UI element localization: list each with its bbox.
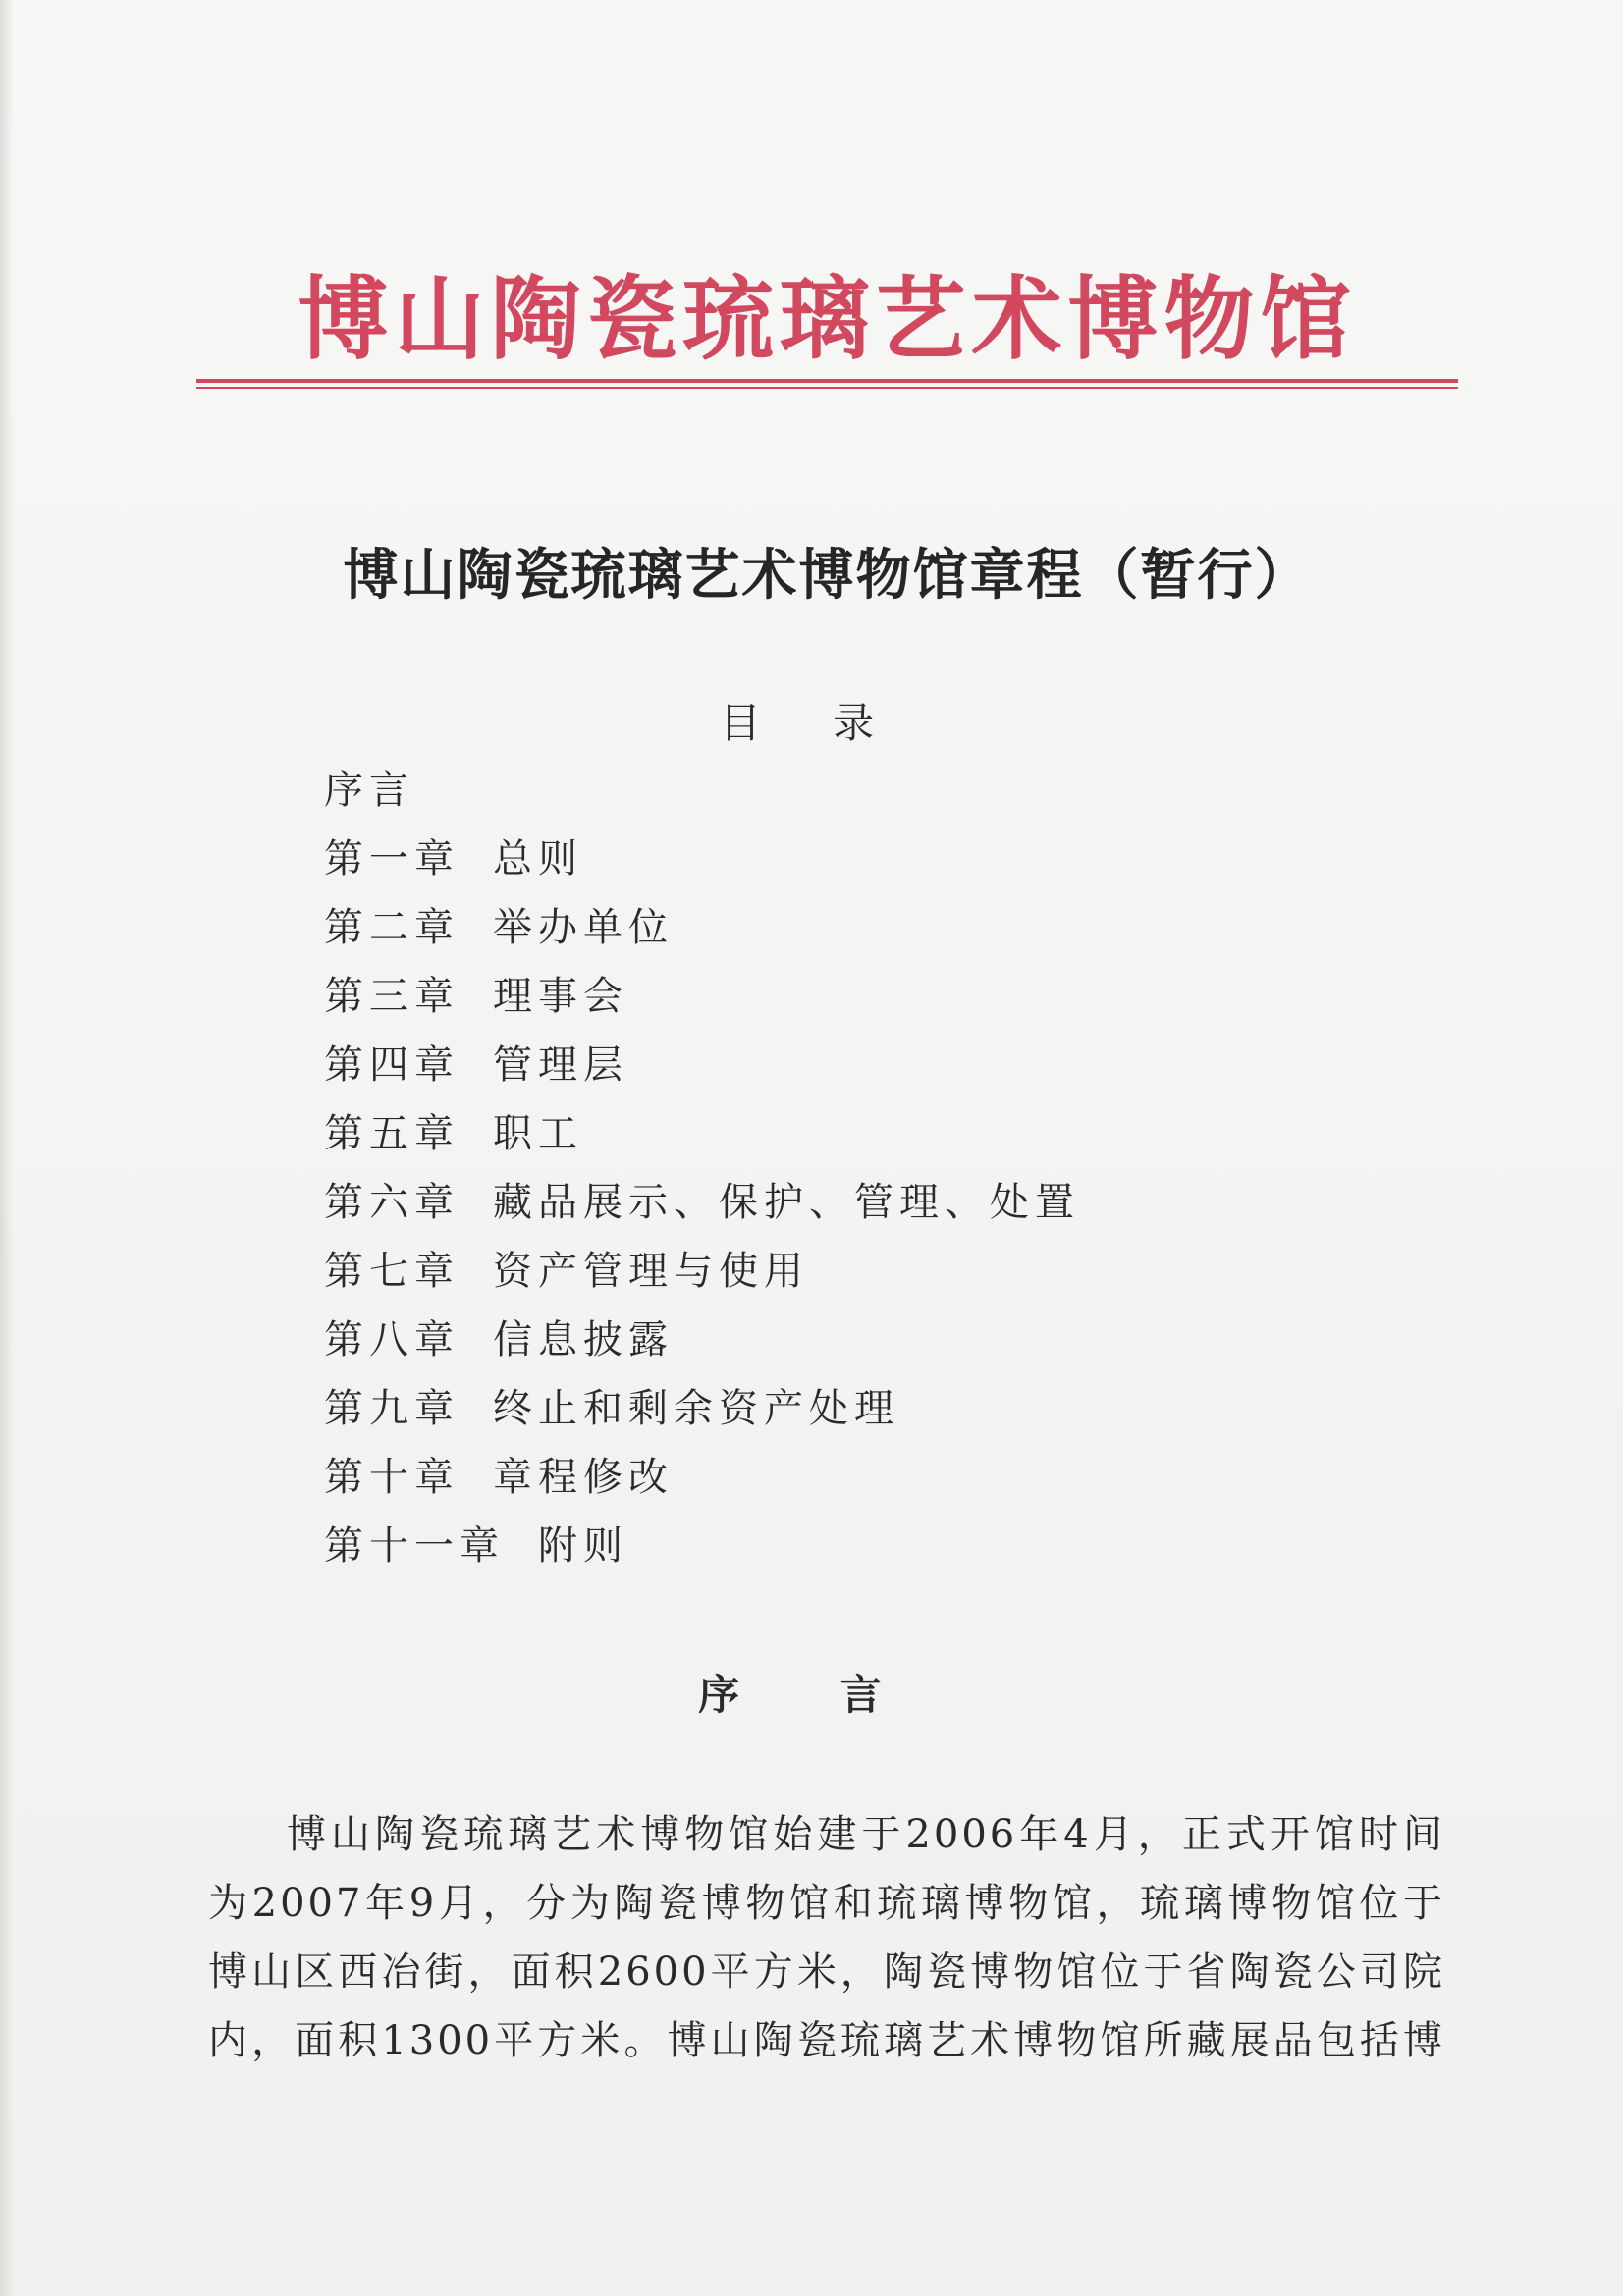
toc-chapter: 第六章 xyxy=(324,1180,460,1225)
toc-chapter: 第五章 xyxy=(324,1111,460,1156)
toc-chapter: 第十一章 xyxy=(324,1523,505,1569)
toc-item xyxy=(324,962,1080,1031)
preface-line: 为2007年9月，分为陶瓷博物馆和琉璃博物馆，琉璃博物馆位于 xyxy=(208,1881,1445,1926)
toc-item xyxy=(324,1512,1080,1580)
toc-chapter-name: 举办单位 xyxy=(493,905,674,950)
toc-item xyxy=(324,825,1080,893)
toc-chapter-name: 理事会 xyxy=(493,974,628,1019)
toc-item xyxy=(324,1099,1080,1168)
toc-chapter: 第二章 xyxy=(324,905,460,950)
toc-item xyxy=(324,1031,1080,1099)
toc-item xyxy=(324,1374,1080,1443)
toc-chapter: 第十章 xyxy=(324,1455,460,1500)
toc-heading: 目 录 xyxy=(719,699,904,747)
toc-chapter-name: 终止和剩余资产处理 xyxy=(493,1386,899,1431)
toc-item xyxy=(324,1237,1080,1306)
toc-chapter-name: 资产管理与使用 xyxy=(493,1249,809,1294)
toc-chapter: 第九章 xyxy=(324,1386,460,1431)
table-of-contents xyxy=(324,756,1080,1580)
toc-chapter-name: 章程修改 xyxy=(493,1455,674,1500)
letterhead-org-name: 博山陶瓷琉璃艺术博物馆 xyxy=(298,267,1357,372)
toc-chapter-name: 管理层 xyxy=(493,1042,628,1088)
toc-chapter-name: 信息披露 xyxy=(493,1317,674,1362)
toc-chapter: 第七章 xyxy=(324,1249,460,1294)
toc-item xyxy=(324,893,1080,962)
toc-chapter: 第八章 xyxy=(324,1317,460,1362)
toc-chapter-name: 职工 xyxy=(493,1111,583,1156)
toc-item xyxy=(324,1168,1080,1237)
toc-item xyxy=(324,1306,1080,1374)
toc-chapter: 第一章 xyxy=(324,836,460,881)
preface-heading: 序 言 xyxy=(698,1671,925,1719)
toc-item xyxy=(324,756,1080,825)
toc-chapter: 序言 xyxy=(324,768,414,813)
letterhead-rule xyxy=(196,379,1458,383)
toc-chapter-name: 总则 xyxy=(493,836,583,881)
toc-chapter-name: 附则 xyxy=(538,1523,628,1569)
toc-chapter: 第三章 xyxy=(324,974,460,1019)
letterhead-rule-thin xyxy=(196,387,1458,389)
preface-line: 博山区西冶街，面积2600平方米，陶瓷博物馆位于省陶瓷公司院 xyxy=(208,1949,1445,1995)
preface-line: 内，面积1300平方米。博山陶瓷琉璃艺术博物馆所藏展品包括博 xyxy=(208,2018,1445,2063)
document-title: 博山陶瓷琉璃艺术博物馆章程（暂行） xyxy=(343,543,1312,608)
toc-chapter: 第四章 xyxy=(324,1042,460,1088)
preface-line: 博山陶瓷琉璃艺术博物馆始建于2006年4月，正式开馆时间 xyxy=(287,1812,1445,1857)
toc-chapter-name: 藏品展示、保护、管理、处置 xyxy=(493,1180,1080,1225)
toc-item xyxy=(324,1443,1080,1512)
preface-paragraph xyxy=(208,1800,1445,2075)
